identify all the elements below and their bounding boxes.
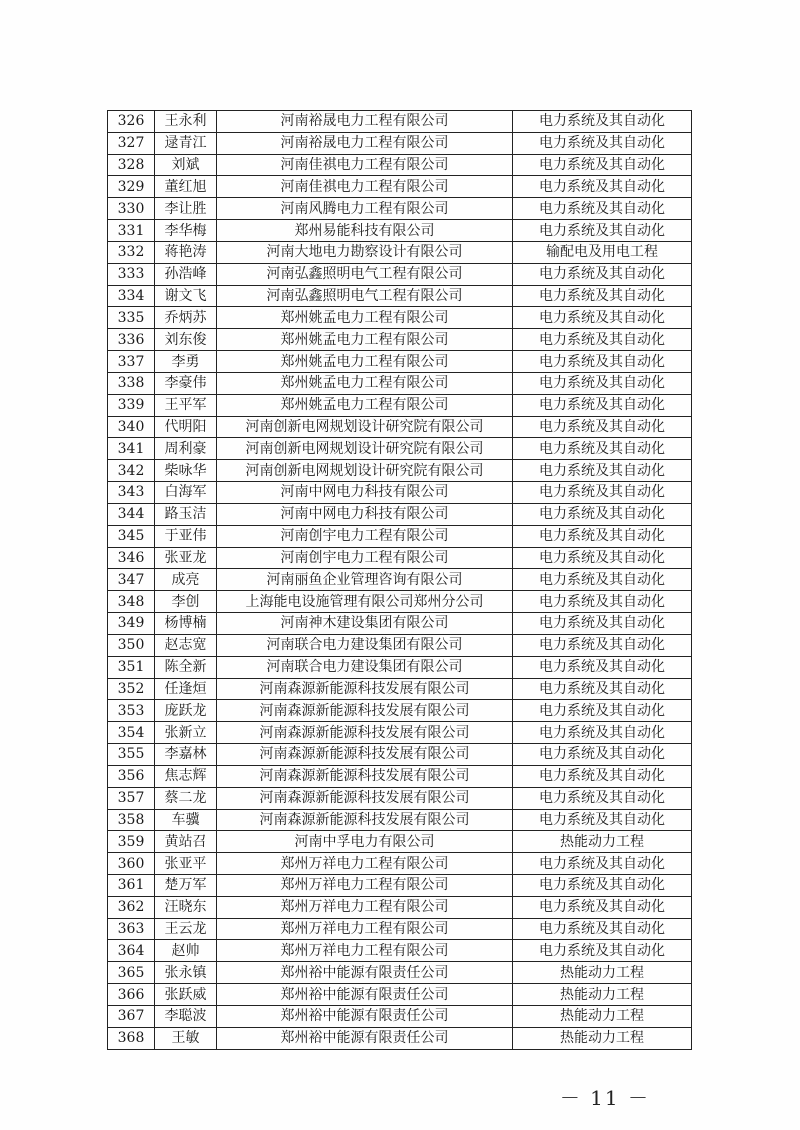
specialty-cell: 电力系统及其自动化 (513, 940, 692, 962)
person-name-cell: 陈全新 (155, 656, 217, 678)
specialty-cell: 电力系统及其自动化 (513, 394, 692, 416)
person-name-cell: 刘东俊 (155, 329, 217, 351)
row-number-cell: 329 (108, 176, 155, 198)
specialty-cell: 电力系统及其自动化 (513, 111, 692, 133)
specialty-cell: 热能动力工程 (513, 831, 692, 853)
table-row (108, 940, 692, 962)
table-row (108, 678, 692, 700)
company-cell: 郑州万祥电力工程有限公司 (217, 874, 513, 896)
person-name-cell: 李华梅 (155, 220, 217, 242)
table-row (108, 329, 692, 351)
person-name-cell: 张跃威 (155, 984, 217, 1006)
row-number-cell: 367 (108, 1005, 155, 1027)
table-row (108, 744, 692, 766)
table-row (108, 351, 692, 373)
company-cell: 郑州裕中能源有限责任公司 (217, 1027, 513, 1049)
person-name-cell: 路玉洁 (155, 503, 217, 525)
row-number-cell: 360 (108, 853, 155, 875)
company-cell: 河南弘鑫照明电气工程有限公司 (217, 285, 513, 307)
company-cell: 河南创新电网规划设计研究院有限公司 (217, 438, 513, 460)
row-number-cell: 328 (108, 154, 155, 176)
row-number-cell: 346 (108, 547, 155, 569)
specialty-cell: 电力系统及其自动化 (513, 351, 692, 373)
specialty-cell: 电力系统及其自动化 (513, 722, 692, 744)
specialty-cell: 电力系统及其自动化 (513, 634, 692, 656)
company-cell: 河南丽鱼企业管理咨询有限公司 (217, 569, 513, 591)
company-cell: 郑州万祥电力工程有限公司 (217, 918, 513, 940)
company-cell: 河南佳祺电力工程有限公司 (217, 176, 513, 198)
person-name-cell: 蔡二龙 (155, 787, 217, 809)
company-cell: 河南联合电力建设集团有限公司 (217, 656, 513, 678)
table-row (108, 503, 692, 525)
row-number-cell: 339 (108, 394, 155, 416)
person-name-cell: 谢文飞 (155, 285, 217, 307)
specialty-cell: 电力系统及其自动化 (513, 307, 692, 329)
company-cell: 郑州姚孟电力工程有限公司 (217, 372, 513, 394)
row-number-cell: 335 (108, 307, 155, 329)
person-name-cell: 王敏 (155, 1027, 217, 1049)
specialty-cell: 电力系统及其自动化 (513, 285, 692, 307)
company-cell: 河南创宇电力工程有限公司 (217, 525, 513, 547)
company-cell: 河南森源新能源科技发展有限公司 (217, 722, 513, 744)
specialty-cell: 电力系统及其自动化 (513, 416, 692, 438)
row-number-cell: 368 (108, 1027, 155, 1049)
table-row (108, 263, 692, 285)
person-name-cell: 张亚平 (155, 853, 217, 875)
row-number-cell: 330 (108, 198, 155, 220)
row-number-cell: 350 (108, 634, 155, 656)
specialty-cell: 电力系统及其自动化 (513, 220, 692, 242)
company-cell: 郑州裕中能源有限责任公司 (217, 962, 513, 984)
company-cell: 河南佳祺电力工程有限公司 (217, 154, 513, 176)
table-row (108, 809, 692, 831)
company-cell: 河南神木建设集团有限公司 (217, 613, 513, 635)
row-number-cell: 345 (108, 525, 155, 547)
table-row (108, 874, 692, 896)
table-row (108, 220, 692, 242)
row-number-cell: 333 (108, 263, 155, 285)
person-name-cell: 成亮 (155, 569, 217, 591)
row-number-cell: 357 (108, 787, 155, 809)
person-name-cell: 张新立 (155, 722, 217, 744)
person-name-cell: 董红旭 (155, 176, 217, 198)
person-name-cell: 刘斌 (155, 154, 217, 176)
row-number-cell: 342 (108, 460, 155, 482)
person-name-cell: 张亚龙 (155, 547, 217, 569)
person-name-cell: 李聪波 (155, 1005, 217, 1027)
specialty-cell: 电力系统及其自动化 (513, 263, 692, 285)
person-name-cell: 王云龙 (155, 918, 217, 940)
company-cell: 河南森源新能源科技发展有限公司 (217, 787, 513, 809)
person-name-cell: 黄站召 (155, 831, 217, 853)
company-cell: 河南森源新能源科技发展有限公司 (217, 744, 513, 766)
person-name-cell: 于亚伟 (155, 525, 217, 547)
person-name-cell: 张永镇 (155, 962, 217, 984)
row-number-cell: 338 (108, 372, 155, 394)
person-name-cell: 柴咏华 (155, 460, 217, 482)
company-cell: 河南中孚电力有限公司 (217, 831, 513, 853)
table-row (108, 438, 692, 460)
specialty-cell: 电力系统及其自动化 (513, 744, 692, 766)
row-number-cell: 358 (108, 809, 155, 831)
specialty-cell: 电力系统及其自动化 (513, 896, 692, 918)
table-row (108, 132, 692, 154)
company-cell: 河南创新电网规划设计研究院有限公司 (217, 460, 513, 482)
specialty-cell: 电力系统及其自动化 (513, 809, 692, 831)
row-number-cell: 348 (108, 591, 155, 613)
person-name-cell: 杨博楠 (155, 613, 217, 635)
company-cell: 郑州姚孟电力工程有限公司 (217, 329, 513, 351)
person-name-cell: 乔炳苏 (155, 307, 217, 329)
company-cell: 河南森源新能源科技发展有限公司 (217, 678, 513, 700)
company-cell: 河南弘鑫照明电气工程有限公司 (217, 263, 513, 285)
company-cell: 郑州易能科技有限公司 (217, 220, 513, 242)
table-row (108, 241, 692, 263)
person-name-cell: 王永利 (155, 111, 217, 133)
row-number-cell: 359 (108, 831, 155, 853)
person-name-cell: 李豪伟 (155, 372, 217, 394)
row-number-cell: 332 (108, 241, 155, 263)
row-number-cell: 364 (108, 940, 155, 962)
row-number-cell: 365 (108, 962, 155, 984)
person-name-cell: 李创 (155, 591, 217, 613)
person-name-cell: 周利豪 (155, 438, 217, 460)
table-row (108, 853, 692, 875)
row-number-cell: 366 (108, 984, 155, 1006)
row-number-cell: 344 (108, 503, 155, 525)
table-row (108, 896, 692, 918)
specialty-cell: 电力系统及其自动化 (513, 853, 692, 875)
table-row (108, 634, 692, 656)
personnel-table-body (108, 111, 692, 1050)
row-number-cell: 362 (108, 896, 155, 918)
table-row (108, 656, 692, 678)
row-number-cell: 361 (108, 874, 155, 896)
specialty-cell: 电力系统及其自动化 (513, 176, 692, 198)
person-name-cell: 汪晓东 (155, 896, 217, 918)
company-cell: 郑州万祥电力工程有限公司 (217, 853, 513, 875)
company-cell: 河南大地电力勘察设计有限公司 (217, 241, 513, 263)
table-row (108, 525, 692, 547)
company-cell: 郑州姚孟电力工程有限公司 (217, 351, 513, 373)
specialty-cell: 电力系统及其自动化 (513, 525, 692, 547)
specialty-cell: 热能动力工程 (513, 1027, 692, 1049)
specialty-cell: 电力系统及其自动化 (513, 438, 692, 460)
table-row (108, 1027, 692, 1049)
person-name-cell: 车骥 (155, 809, 217, 831)
specialty-cell: 电力系统及其自动化 (513, 874, 692, 896)
specialty-cell: 热能动力工程 (513, 984, 692, 1006)
specialty-cell: 输配电及用电工程 (513, 241, 692, 263)
specialty-cell: 电力系统及其自动化 (513, 154, 692, 176)
company-cell: 河南创宇电力工程有限公司 (217, 547, 513, 569)
person-name-cell: 王平军 (155, 394, 217, 416)
specialty-cell: 电力系统及其自动化 (513, 613, 692, 635)
specialty-cell: 电力系统及其自动化 (513, 787, 692, 809)
company-cell: 郑州裕中能源有限责任公司 (217, 1005, 513, 1027)
person-name-cell: 楚万军 (155, 874, 217, 896)
specialty-cell: 电力系统及其自动化 (513, 198, 692, 220)
specialty-cell: 电力系统及其自动化 (513, 678, 692, 700)
company-cell: 河南风腾电力工程有限公司 (217, 198, 513, 220)
table-row (108, 111, 692, 133)
person-name-cell: 蒋艳涛 (155, 241, 217, 263)
row-number-cell: 337 (108, 351, 155, 373)
specialty-cell: 电力系统及其自动化 (513, 569, 692, 591)
company-cell: 郑州万祥电力工程有限公司 (217, 896, 513, 918)
table-row (108, 1005, 692, 1027)
specialty-cell: 电力系统及其自动化 (513, 482, 692, 504)
row-number-cell: 327 (108, 132, 155, 154)
person-name-cell: 逯青江 (155, 132, 217, 154)
person-name-cell: 代明阳 (155, 416, 217, 438)
person-name-cell: 庞跃龙 (155, 700, 217, 722)
specialty-cell: 电力系统及其自动化 (513, 329, 692, 351)
row-number-cell: 353 (108, 700, 155, 722)
row-number-cell: 347 (108, 569, 155, 591)
specialty-cell: 电力系统及其自动化 (513, 460, 692, 482)
table-row (108, 918, 692, 940)
row-number-cell: 351 (108, 656, 155, 678)
row-number-cell: 352 (108, 678, 155, 700)
company-cell: 河南中网电力科技有限公司 (217, 482, 513, 504)
person-name-cell: 孙浩峰 (155, 263, 217, 285)
row-number-cell: 331 (108, 220, 155, 242)
person-name-cell: 赵帅 (155, 940, 217, 962)
company-cell: 郑州姚孟电力工程有限公司 (217, 307, 513, 329)
table-row (108, 591, 692, 613)
person-name-cell: 李嘉林 (155, 744, 217, 766)
table-row (108, 962, 692, 984)
row-number-cell: 355 (108, 744, 155, 766)
table-row (108, 787, 692, 809)
table-row (108, 372, 692, 394)
specialty-cell: 电力系统及其自动化 (513, 765, 692, 787)
row-number-cell: 334 (108, 285, 155, 307)
specialty-cell: 电力系统及其自动化 (513, 132, 692, 154)
table-row (108, 482, 692, 504)
table-row (108, 416, 692, 438)
table-row (108, 547, 692, 569)
table-row (108, 700, 692, 722)
row-number-cell: 349 (108, 613, 155, 635)
table-row (108, 176, 692, 198)
company-cell: 郑州裕中能源有限责任公司 (217, 984, 513, 1006)
company-cell: 河南裕晟电力工程有限公司 (217, 111, 513, 133)
company-cell: 河南森源新能源科技发展有限公司 (217, 765, 513, 787)
table-row (108, 765, 692, 787)
specialty-cell: 热能动力工程 (513, 962, 692, 984)
company-cell: 河南联合电力建设集团有限公司 (217, 634, 513, 656)
company-cell: 河南创新电网规划设计研究院有限公司 (217, 416, 513, 438)
person-name-cell: 任逢烜 (155, 678, 217, 700)
table-row (108, 154, 692, 176)
specialty-cell: 电力系统及其自动化 (513, 372, 692, 394)
table-row (108, 394, 692, 416)
table-row (108, 984, 692, 1006)
table-row (108, 460, 692, 482)
page-number: － 11 － (559, 1086, 650, 1110)
row-number-cell: 354 (108, 722, 155, 744)
row-number-cell: 343 (108, 482, 155, 504)
specialty-cell: 电力系统及其自动化 (513, 547, 692, 569)
specialty-cell: 电力系统及其自动化 (513, 591, 692, 613)
row-number-cell: 340 (108, 416, 155, 438)
specialty-cell: 电力系统及其自动化 (513, 503, 692, 525)
person-name-cell: 赵志宽 (155, 634, 217, 656)
company-cell: 上海能电设施管理有限公司郑州分公司 (217, 591, 513, 613)
specialty-cell: 电力系统及其自动化 (513, 918, 692, 940)
table-row (108, 198, 692, 220)
specialty-cell: 电力系统及其自动化 (513, 656, 692, 678)
company-cell: 河南森源新能源科技发展有限公司 (217, 700, 513, 722)
row-number-cell: 363 (108, 918, 155, 940)
row-number-cell: 336 (108, 329, 155, 351)
table-row (108, 307, 692, 329)
table-row (108, 831, 692, 853)
person-name-cell: 李勇 (155, 351, 217, 373)
company-cell: 郑州姚孟电力工程有限公司 (217, 394, 513, 416)
specialty-cell: 电力系统及其自动化 (513, 700, 692, 722)
company-cell: 河南森源新能源科技发展有限公司 (217, 809, 513, 831)
person-name-cell: 白海军 (155, 482, 217, 504)
table-row (108, 569, 692, 591)
person-name-cell: 李让胜 (155, 198, 217, 220)
company-cell: 郑州万祥电力工程有限公司 (217, 940, 513, 962)
row-number-cell: 326 (108, 111, 155, 133)
specialty-cell: 热能动力工程 (513, 1005, 692, 1027)
table-row (108, 722, 692, 744)
table-row (108, 613, 692, 635)
company-cell: 河南裕晟电力工程有限公司 (217, 132, 513, 154)
personnel-table (107, 110, 692, 1050)
table-row (108, 285, 692, 307)
company-cell: 河南中网电力科技有限公司 (217, 503, 513, 525)
row-number-cell: 356 (108, 765, 155, 787)
row-number-cell: 341 (108, 438, 155, 460)
person-name-cell: 焦志辉 (155, 765, 217, 787)
